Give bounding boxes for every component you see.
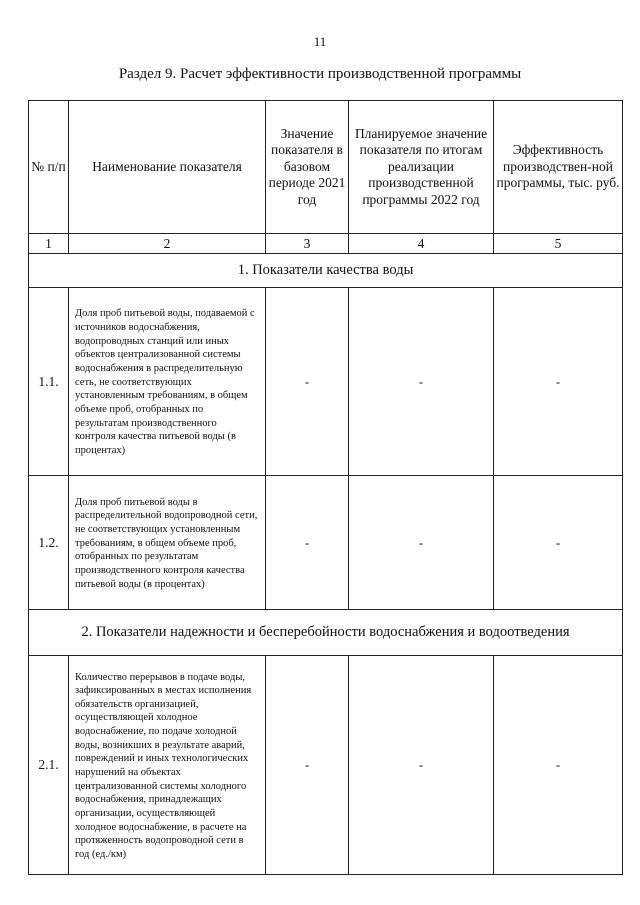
section-title: Раздел 9. Расчет эффективности производственной программы [118,66,522,82]
column-number: 3 [266,234,349,254]
header-num: № п/п [29,101,69,234]
page-number: 11 [313,34,327,49]
row-name: Доля проб питьевой воды, подаваемой с источников водоснабжения, водопроводных станций или иных объектов централизованной системы водоснабжения в распределительную сеть, не соответствующих установленным требованиям, в общем объеме проб, отобранных по результатам производственного контроля качества питьевой воды (в процентах) [69,288,266,476]
row-number: 1.2. [29,476,69,610]
row-number: 2.1. [29,656,69,875]
header-base: Значение показателя в базовом периоде 2021 год [266,101,349,234]
column-numbers-row [29,234,623,254]
category-row [29,610,623,656]
row-planned-value: - [349,476,494,610]
row-efficiency-value: - [494,288,623,476]
row-base-value: - [266,288,349,476]
row-name: Количество перерывов в подаче воды, зафиксированных в местах исполнения обязательств организацией, осуществляющей холодное водоснабжение, по подаче холодной воды, возникших в результате аварий, повреждений и иных технологических нарушений на объектах централизованной системы холодного водоснабжения, принадлежащих организации, осуществляющей холодное водоснабжение, в расчете на протяженность водопроводной сети в год (ед./км) [69,656,266,875]
header-name: Наименование показателя [69,101,266,234]
row-base-value: - [266,476,349,610]
header-planned: Планируемое значение показателя по итогам реализации производственной программы 2022 год [349,101,494,234]
row-planned-value: - [349,288,494,476]
row-base-value: - [266,656,349,875]
table-row [29,288,623,476]
column-number: 1 [29,234,69,254]
column-number: 4 [349,234,494,254]
row-name: Доля проб питьевой воды в распределительной водопроводной сети, не соответствующих установленным требованиям, в общем объеме проб, отобранных по результатам производственного контроля качества питьевой воды (в процентах) [69,476,266,610]
category-row [29,254,623,288]
row-efficiency-value: - [494,656,623,875]
table-row [29,656,623,875]
row-number: 1.1. [29,288,69,476]
column-number: 2 [69,234,266,254]
category-title: 1. Показатели качества воды [29,254,623,288]
row-efficiency-value: - [494,476,623,610]
efficiency-table [28,100,623,875]
category-title: 2. Показатели надежности и бесперебойности водоснабжения и водоотведения [29,610,623,656]
row-planned-value: - [349,656,494,875]
column-number: 5 [494,234,623,254]
header-efficiency: Эффективность производствен-ной программы, тыс. руб. [494,101,623,234]
table-header-row [29,101,623,234]
table-row [29,476,623,610]
